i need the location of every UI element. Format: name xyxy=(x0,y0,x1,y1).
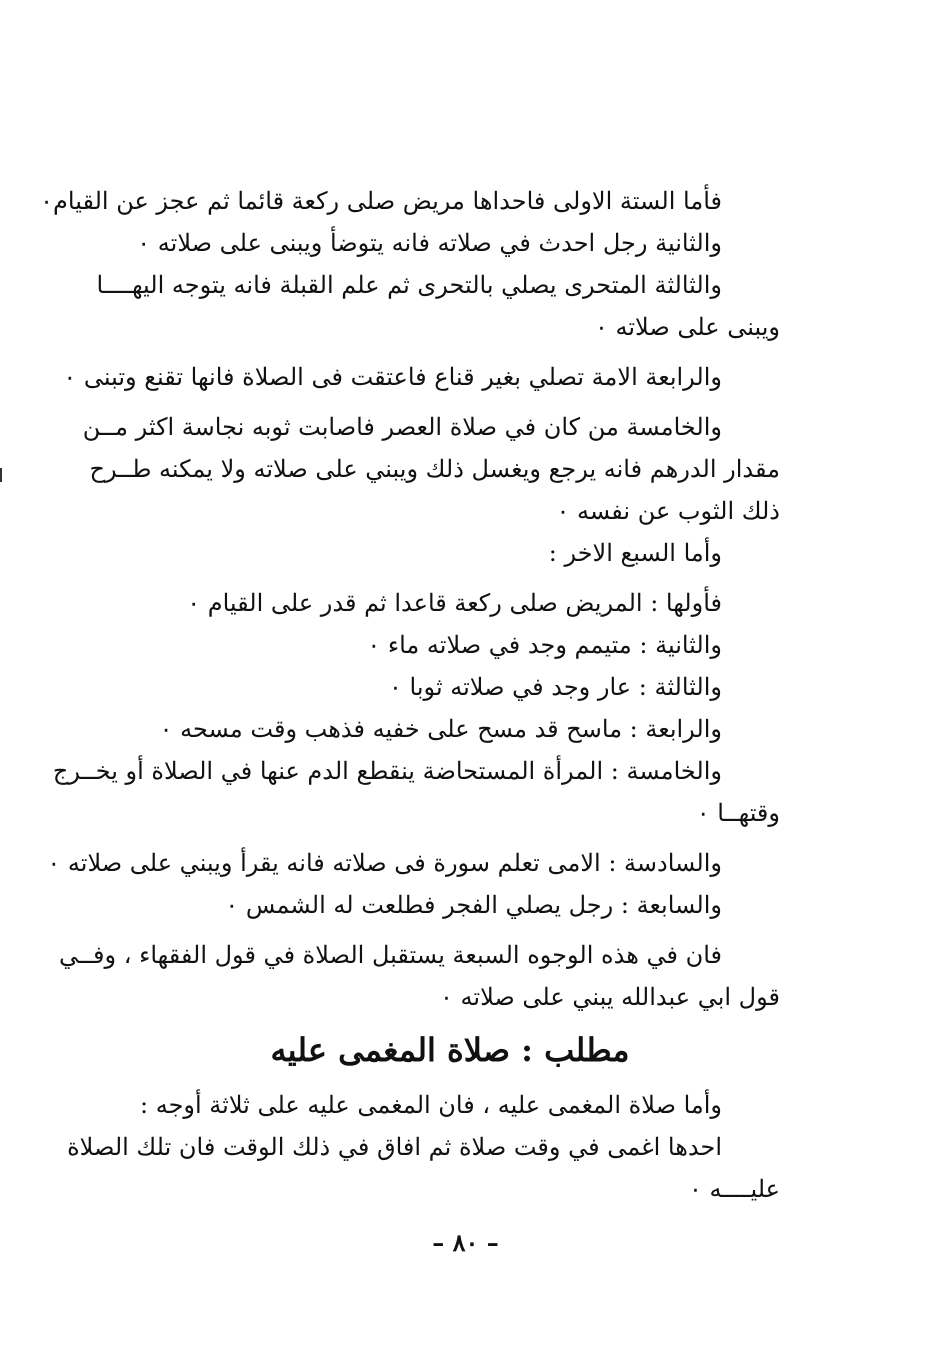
text-line-22: عليــــه ٠ xyxy=(688,1175,780,1203)
text-line-1: فأما الستة الاولى فاحداها مريض صلى ركعة قائما ثم عجز عن القيام٠ xyxy=(40,187,722,215)
text-line-11: والثانية : متيمم وجد في صلاته ماء ٠ xyxy=(367,631,722,659)
text-line-19: قول ابي عبدالله يبني على صلاته ٠ xyxy=(440,983,780,1011)
text-line-15: وقتهــا ٠ xyxy=(696,799,780,827)
text-line-21: احدها اغمى في وقت صلاة ثم افاق في ذلك الوقت فان تلك الصلاة xyxy=(67,1133,722,1161)
text-line-10: فأولها : المريض صلى ركعة قاعدا ثم قدر على القيام ٠ xyxy=(187,589,722,617)
text-line-2: والثانية رجل احدث في صلاته فانه يتوضأ ويبنى على صلاته ٠ xyxy=(137,229,722,257)
scan-edge-mark xyxy=(0,468,2,482)
text-line-6: والخامسة من كان في صلاة العصر فاصابت ثوبه نجاسة اكثر مــن xyxy=(82,413,722,441)
text-line-5: والرابعة الامة تصلي بغير قناع فاعتقت فى الصلاة فانها تقنع وتبنى ٠ xyxy=(63,363,722,391)
text-line-18: فان في هذه الوجوه السبعة يستقبل الصلاة في قول الفقهاء ، وفــي xyxy=(58,941,722,969)
document-page xyxy=(40,180,780,1290)
text-line-3: والثالثة المتحرى يصلي بالتحرى ثم علم القبلة فانه يتوجه اليهــــا xyxy=(96,271,722,299)
text-line-16: والسادسة : الامى تعلم سورة فى صلاته فانه يقرأ ويبني على صلاته ٠ xyxy=(47,849,722,877)
text-line-12: والثالثة : عار وجد في صلاته ثوبا ٠ xyxy=(389,673,722,701)
page-number: – ٨٠ – xyxy=(432,1228,499,1257)
text-line-14: والخامسة : المرأة المستحاضة ينقطع الدم عنها في الصلاة أو يخــرج xyxy=(52,757,722,785)
text-line-20: وأما صلاة المغمى عليه ، فان المغمى عليه على ثلاثة أوجه : xyxy=(139,1091,722,1119)
text-line-7: مقدار الدرهم فانه يرجع ويغسل ذلك ويبني على صلاته ولا يمكنه طــرح xyxy=(89,455,780,483)
text-line-4: ويبنى على صلاته ٠ xyxy=(594,313,780,341)
text-line-8: ذلك الثوب عن نفسه ٠ xyxy=(556,497,780,525)
text-line-17: والسابعة : رجل يصلي الفجر فطلعت له الشمس ٠ xyxy=(225,891,722,919)
text-line-9: وأما السبع الاخر : xyxy=(548,539,722,567)
text-line-13: والرابعة : ماسح قد مسح على خفيه فذهب وقت مسحه ٠ xyxy=(159,715,722,743)
section-heading: مطلب : صلاة المغمى عليه xyxy=(270,1031,630,1069)
